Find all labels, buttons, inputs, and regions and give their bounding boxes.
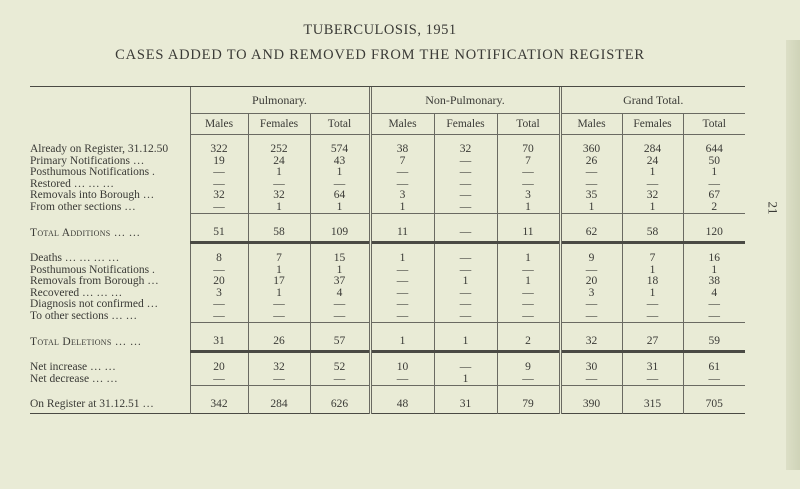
table-cell: 32 [248, 190, 310, 202]
table-cell: 342 [190, 395, 248, 414]
table-cell: 360 [560, 144, 622, 156]
row-label: Restored … … … [30, 178, 115, 190]
table-cell: 1 [560, 202, 622, 214]
facing-page-edge [786, 40, 800, 470]
table-cell: 32 [622, 190, 683, 202]
table-cell: 32 [434, 144, 497, 156]
table-cell: — [370, 288, 434, 300]
table-cell: — [190, 179, 248, 191]
row-label: Already on Register, 31.12.50 [30, 144, 169, 155]
table-cell: — [560, 299, 622, 311]
table-cell: 1 [622, 288, 683, 300]
table-cell: — [560, 311, 622, 323]
table-cell: 284 [622, 144, 683, 156]
table-cell: 1 [497, 253, 560, 265]
table-row [30, 395, 745, 414]
column-header: Males [560, 114, 622, 135]
group-header: Pulmonary. [190, 87, 370, 114]
table-cell: — [683, 299, 745, 311]
table-cell: — [622, 374, 683, 386]
table-row [30, 311, 745, 323]
row-label: Total Deletions … … [30, 335, 142, 348]
table-cell: 626 [310, 395, 370, 414]
table-cell: — [622, 299, 683, 311]
table-cell: 18 [622, 276, 683, 288]
table-cell: 7 [370, 156, 434, 168]
table-cell: 30 [560, 362, 622, 374]
table-cell: — [497, 167, 560, 179]
table-cell: — [560, 179, 622, 191]
table-cell: 7 [248, 253, 310, 265]
row-label: Removals into Borough … [30, 190, 155, 201]
table-cell: 16 [683, 253, 745, 265]
table-cell: — [434, 223, 497, 243]
page-title: TUBERCULOSIS, 1951 [303, 22, 457, 38]
table-cell: 1 [434, 332, 497, 352]
table-cell: 32 [190, 190, 248, 202]
table-cell: — [560, 374, 622, 386]
group-header-row [30, 87, 745, 114]
row-label: On Register at 31.12.51 … [30, 398, 154, 410]
table-cell: 9 [497, 362, 560, 374]
table-row [30, 299, 745, 311]
row-label: Removals from Borough … [30, 276, 159, 287]
table-cell: — [497, 265, 560, 277]
group-header: Grand Total. [560, 87, 745, 114]
table-cell: 31 [190, 332, 248, 352]
table-cell: 31 [622, 362, 683, 374]
table-cell: — [497, 374, 560, 386]
column-header: Females [622, 114, 683, 135]
table-cell: 26 [248, 332, 310, 352]
table-cell: 11 [497, 223, 560, 243]
table-cell: — [248, 179, 310, 191]
table-cell: — [310, 179, 370, 191]
table-row [30, 332, 745, 352]
table-cell: — [190, 299, 248, 311]
table-cell: 27 [622, 332, 683, 352]
table-cell: 70 [497, 144, 560, 156]
table-cell: — [434, 190, 497, 202]
row-label: Net decrease … … [30, 373, 118, 385]
table-cell: 1 [310, 265, 370, 277]
table-cell: 50 [683, 156, 745, 168]
group-header: Non-Pulmonary. [370, 87, 560, 114]
table-cell: 10 [370, 362, 434, 374]
page-number: 21 [765, 201, 781, 215]
table-row [30, 362, 745, 374]
table-cell: 1 [248, 167, 310, 179]
table-cell: 24 [622, 156, 683, 168]
table-cell: 1 [310, 167, 370, 179]
table-cell: — [497, 288, 560, 300]
table-row [30, 265, 745, 277]
table-cell: 4 [310, 288, 370, 300]
column-header: Total [310, 114, 370, 135]
table-cell: 3 [190, 288, 248, 300]
table-cell: — [370, 299, 434, 311]
table-cell: 574 [310, 144, 370, 156]
table-cell: 43 [310, 156, 370, 168]
table-cell: 61 [683, 362, 745, 374]
table-cell: — [190, 265, 248, 277]
row-label: Diagnosis not confirmed … [30, 299, 159, 310]
table-cell: — [190, 311, 248, 323]
table-cell: — [434, 288, 497, 300]
table-cell: 1 [622, 202, 683, 214]
table-row [30, 288, 745, 300]
table-cell: — [190, 202, 248, 214]
table-cell: 37 [310, 276, 370, 288]
table-cell: 1 [248, 288, 310, 300]
column-header: Total [497, 114, 560, 135]
column-header: Males [370, 114, 434, 135]
table-cell: 19 [190, 156, 248, 168]
corner-cell [30, 87, 190, 114]
table-row [30, 156, 745, 168]
table-cell: — [497, 179, 560, 191]
table-cell: — [370, 167, 434, 179]
table-cell: 109 [310, 223, 370, 243]
table-cell: — [434, 202, 497, 214]
table-cell: 1 [248, 265, 310, 277]
table-cell: — [310, 299, 370, 311]
table-cell: 1 [683, 265, 745, 277]
table-cell: 48 [370, 395, 434, 414]
table-cell: — [190, 374, 248, 386]
table-cell: 32 [248, 362, 310, 374]
table-cell: 1 [683, 167, 745, 179]
column-header: Females [434, 114, 497, 135]
table-cell: 315 [622, 395, 683, 414]
table-cell: — [434, 167, 497, 179]
table-cell: 17 [248, 276, 310, 288]
table-cell: — [370, 265, 434, 277]
table-row [30, 190, 745, 202]
table-cell: 9 [560, 253, 622, 265]
column-header: Females [248, 114, 310, 135]
table-cell: 24 [248, 156, 310, 168]
table-cell: 58 [248, 223, 310, 243]
table-cell: — [434, 265, 497, 277]
column-header-row [30, 114, 745, 135]
table-cell: 1 [370, 332, 434, 352]
table-cell: 322 [190, 144, 248, 156]
table-cell: — [622, 311, 683, 323]
table-cell: — [310, 311, 370, 323]
table-cell: 64 [310, 190, 370, 202]
table-cell: 2 [683, 202, 745, 214]
row-label: From other sections … [30, 201, 136, 213]
table-cell: 26 [560, 156, 622, 168]
table-cell: 1 [497, 276, 560, 288]
table-cell: — [683, 179, 745, 191]
table-cell: 38 [370, 144, 434, 156]
table-cell: — [683, 311, 745, 323]
table-cell: 1 [497, 202, 560, 214]
table-cell: 7 [622, 253, 683, 265]
table-cell: — [248, 299, 310, 311]
table-cell: 1 [248, 202, 310, 214]
table-cell: 67 [683, 190, 745, 202]
table-cell: — [370, 276, 434, 288]
row-label: Primary Notifications … [30, 155, 145, 167]
table-cell: — [434, 311, 497, 323]
table-row [30, 253, 745, 265]
table-cell: 1 [370, 253, 434, 265]
table-cell: 8 [190, 253, 248, 265]
table-cell: 1 [622, 265, 683, 277]
row-label: To other sections … … [30, 310, 138, 322]
table-cell: 2 [497, 332, 560, 352]
table-cell: 284 [248, 395, 310, 414]
table-cell: — [310, 374, 370, 386]
table-cell: — [434, 299, 497, 311]
table-cell: 1 [622, 167, 683, 179]
table-cell: 1 [310, 202, 370, 214]
table-cell: 705 [683, 395, 745, 414]
table-cell: 120 [683, 223, 745, 243]
table-cell: 31 [434, 395, 497, 414]
table-cell: 20 [560, 276, 622, 288]
row-label: Posthumous Notifications . [30, 167, 155, 178]
table-cell: 32 [560, 332, 622, 352]
table-cell: — [560, 265, 622, 277]
table-cell: 1 [434, 374, 497, 386]
table-cell: 57 [310, 332, 370, 352]
table-cell: 15 [310, 253, 370, 265]
table-cell: — [622, 179, 683, 191]
table-cell: — [434, 156, 497, 168]
table-cell: 3 [497, 190, 560, 202]
table-cell: 7 [497, 156, 560, 168]
row-label: Total Additions … … [30, 226, 141, 239]
table-cell: 59 [683, 332, 745, 352]
table-cell: 20 [190, 362, 248, 374]
table-cell: 35 [560, 190, 622, 202]
table-cell: — [434, 362, 497, 374]
table-cell: 38 [683, 276, 745, 288]
column-header: Males [190, 114, 248, 135]
table-row [30, 202, 745, 214]
table-row [30, 179, 745, 191]
table-cell: 20 [190, 276, 248, 288]
column-header: Total [683, 114, 745, 135]
row-label: Recovered … … … [30, 287, 123, 299]
table-row [30, 144, 745, 156]
table-cell: 390 [560, 395, 622, 414]
table-cell: 4 [683, 288, 745, 300]
row-label: Deaths … … … … [30, 253, 120, 264]
notification-register-table [30, 86, 745, 414]
table-cell: 1 [370, 202, 434, 214]
row-label: Net increase … … [30, 362, 116, 373]
table-cell: 252 [248, 144, 310, 156]
page-subtitle: CASES ADDED TO AND REMOVED FROM THE NOTIFICATION REGISTER [115, 47, 645, 63]
table-cell: 3 [560, 288, 622, 300]
table-cell: 62 [560, 223, 622, 243]
table-cell: — [434, 179, 497, 191]
table-cell: 51 [190, 223, 248, 243]
table-row [30, 276, 745, 288]
table-row [30, 374, 745, 386]
table-row [30, 223, 745, 243]
table-cell: 58 [622, 223, 683, 243]
table-cell: — [683, 374, 745, 386]
table-row [30, 167, 745, 179]
table-cell: — [248, 374, 310, 386]
table-cell: 52 [310, 362, 370, 374]
table-cell: — [248, 311, 310, 323]
table-cell: — [370, 374, 434, 386]
table-cell: 644 [683, 144, 745, 156]
table-cell: — [560, 167, 622, 179]
table-cell: 3 [370, 190, 434, 202]
table-cell: — [497, 299, 560, 311]
table-cell: — [370, 179, 434, 191]
table-cell: — [370, 311, 434, 323]
table-cell: 11 [370, 223, 434, 243]
table-cell: — [434, 253, 497, 265]
table-cell: — [190, 167, 248, 179]
table-cell: 1 [434, 276, 497, 288]
row-label: Posthumous Notifications . [30, 264, 155, 276]
table-cell: — [497, 311, 560, 323]
table-cell: 79 [497, 395, 560, 414]
